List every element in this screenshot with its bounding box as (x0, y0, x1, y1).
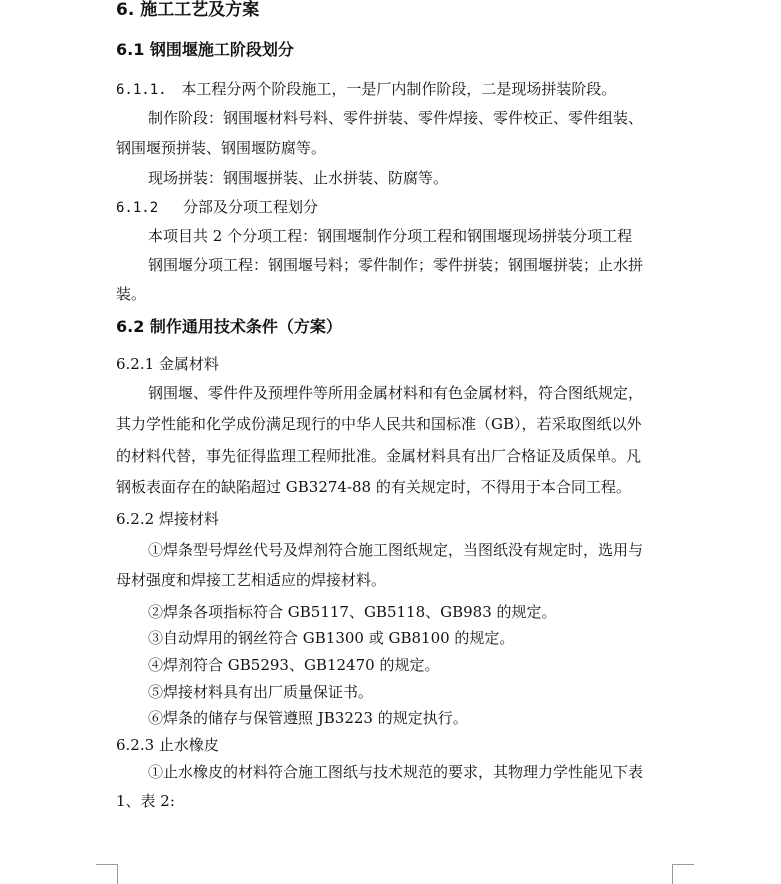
paragraph-items: 本项目共 2 个分项工程：钢围堰制作分项工程和钢围堰现场拼装分项工程 (148, 227, 633, 245)
section-heading-6-2: 6.2 制作通用技术条件（方案） (116, 317, 342, 336)
paragraph-subitems: 钢围堰分项工程：钢围堰号料；零件制作；零件拼装；钢围堰拼装；止水拼 (148, 256, 644, 274)
paragraph-weld-1-cont: 母材强度和焊接工艺相适应的焊接材料。 (116, 571, 387, 589)
paragraph-weld-2: ②焊条各项指标符合 GB5117、GB5118、GB983 的规定。 (148, 603, 557, 621)
paragraph-weld-4: ④焊剂符合 GB5293、GB12470 的规定。 (148, 656, 440, 674)
paragraph-rubber-1: ①止水橡皮的材料符合施工图纸与技术规范的要求，其物理力学性能见下表 (148, 763, 644, 781)
paragraph-6-1-2 (116, 197, 318, 218)
subheading-6-2-1: 6.2.1 金属材料 (116, 355, 219, 373)
clause-number: 6.1.2 (116, 200, 159, 216)
paragraph-weld-5: ⑤焊接材料具有出厂质量保证书。 (148, 683, 374, 701)
paragraph-metal-4: 钢板表面存在的缺陷超过 GB3274-88 的有关规定时，不得用于本合同工程。 (116, 478, 631, 496)
paragraph-metal-1: 钢围堰、零件件及预埋件等所用金属材料和有色金属材料，符合图纸规定， (148, 384, 644, 402)
crop-mark-left (96, 864, 118, 879)
paragraph-making-stage: 制作阶段：钢围堰材料号料、零件拼装、零件焊接、零件校正、零件组装、 (148, 109, 644, 127)
paragraph-weld-6: ⑥焊条的储存与保管遵照 JB3223 的规定执行。 (148, 709, 468, 727)
crop-mark-left-vertical (117, 864, 118, 884)
paragraph-metal-3: 的材料代替，事先征得监理工程师批准。金属材料具有出厂合格证及质保单。凡 (116, 447, 642, 465)
paragraph-6-1-1 (116, 79, 616, 100)
section-heading-6: 6. 施工工艺及方案 (116, 0, 260, 20)
paragraph-subitems-cont: 装。 (116, 285, 147, 303)
paragraph-weld-3: ③自动焊用的钢丝符合 GB1300 或 GB8100 的规定。 (148, 629, 515, 647)
clause-text: 分部及分项工程划分 (182, 198, 318, 216)
section-heading-6-1: 6.1 钢围堰施工阶段划分 (116, 40, 294, 59)
clause-number: 6.1.1. (116, 82, 167, 98)
crop-mark-right-vertical (672, 864, 673, 884)
subheading-6-2-3: 6.2.3 止水橡皮 (116, 736, 219, 754)
paragraph-weld-1: ①焊条型号焊丝代号及焊剂符合施工图纸规定，当图纸没有规定时，选用与 (148, 541, 644, 559)
paragraph-making-stage-cont: 钢围堰预拼装、钢围堰防腐等。 (116, 139, 327, 157)
paragraph-metal-2: 其力学性能和化学成份满足现行的中华人民共和国标准（GB），若采取图纸以外 (116, 415, 642, 433)
paragraph-rubber-2: 1、表 2: (116, 792, 175, 810)
crop-mark-right (672, 864, 694, 879)
clause-text: 本工程分两个阶段施工，一是厂内制作阶段，二是现场拼装阶段。 (181, 80, 617, 98)
paragraph-site-stage: 现场拼装：钢围堰拼装、止水拼装、防腐等。 (148, 169, 449, 187)
subheading-6-2-2: 6.2.2 焊接材料 (116, 510, 219, 528)
